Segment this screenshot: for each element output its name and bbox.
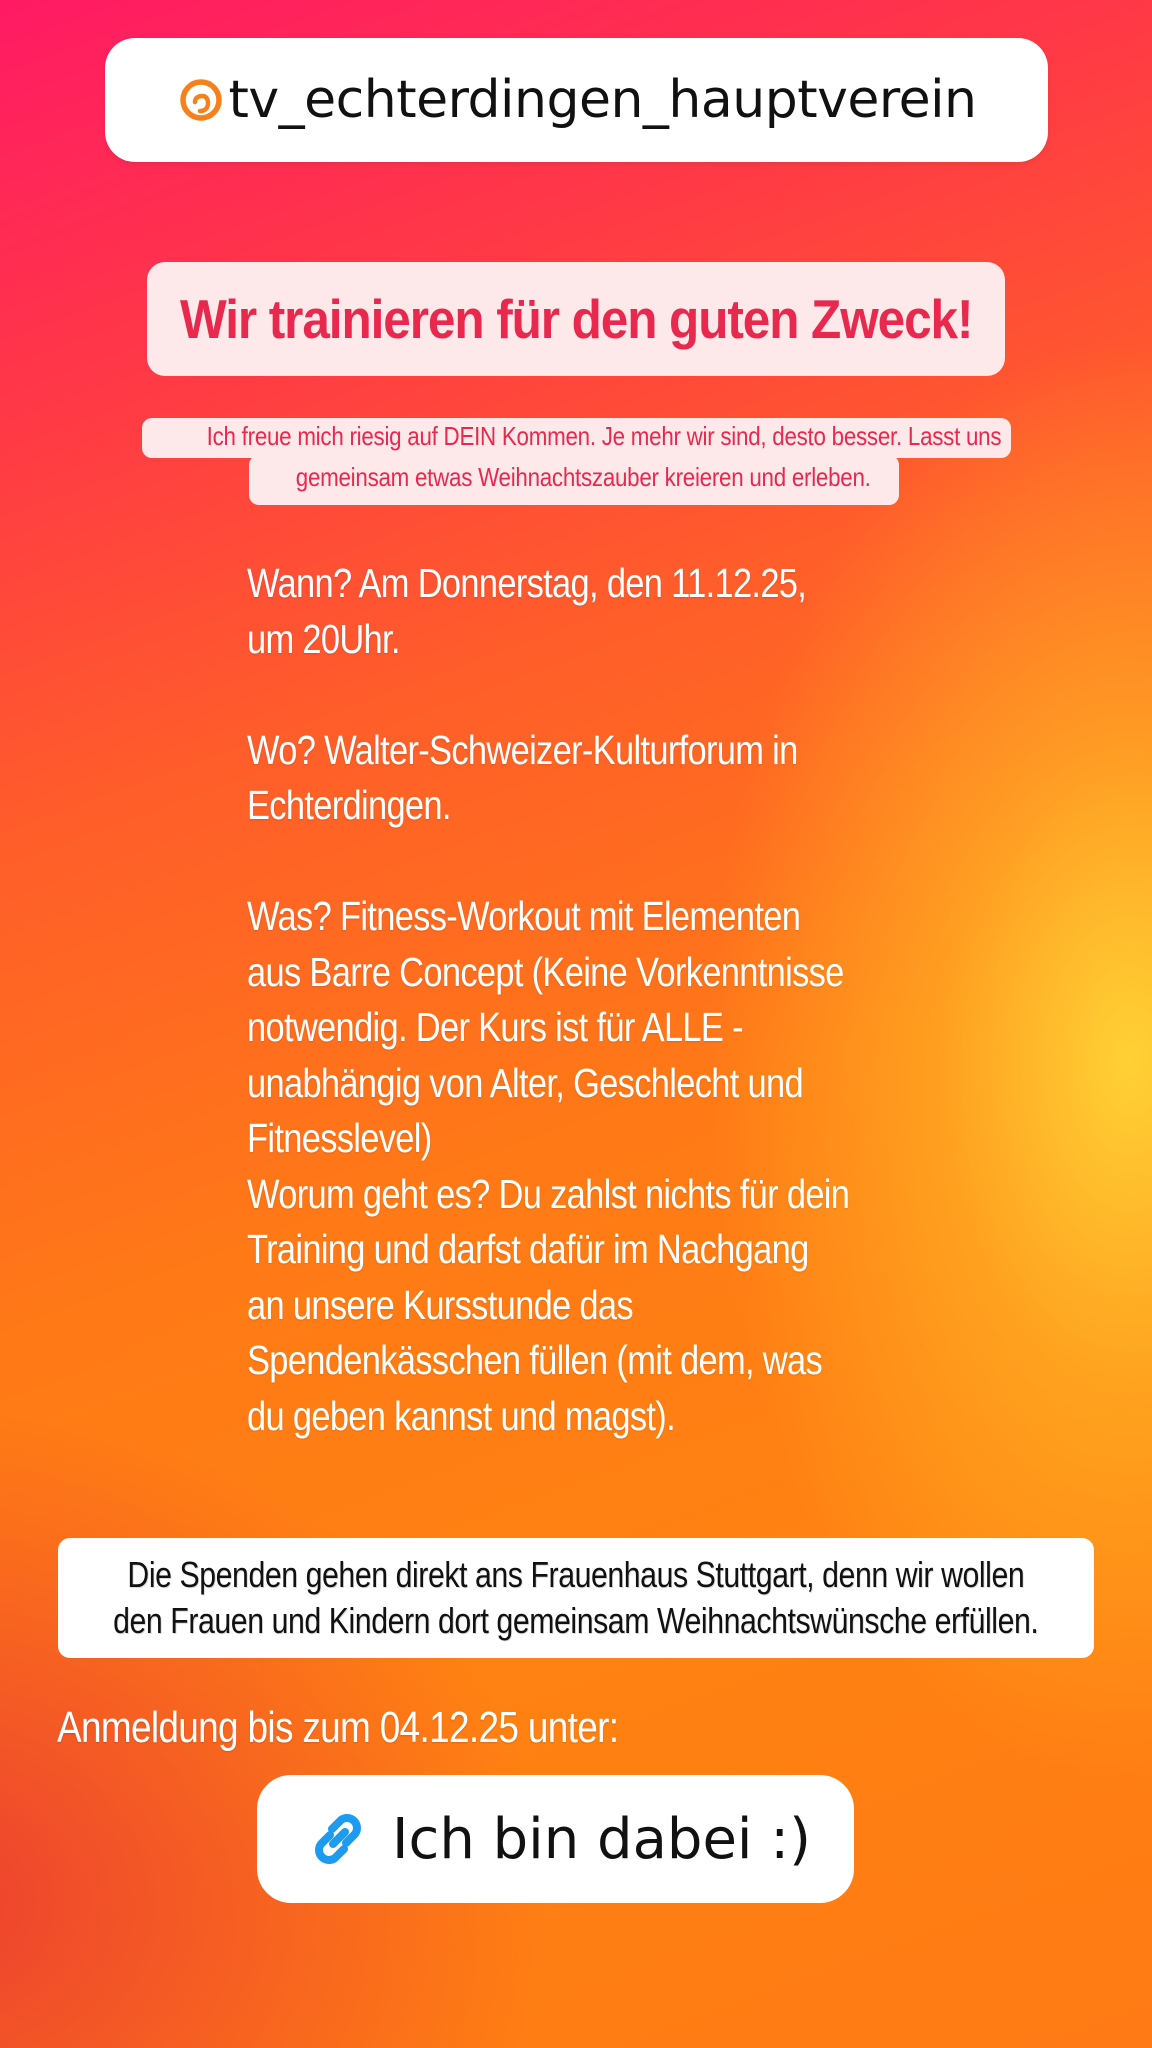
donation-text-1: Die Spenden gehen direkt ans Frauenhaus Stuttgart, denn wir wollen — [127, 1554, 1025, 1595]
headline: Wir trainieren für den guten Zweck! — [179, 288, 973, 350]
what-line: notwendig. Der Kurs ist für ALLE - — [247, 1004, 743, 1050]
link-icon — [300, 1801, 376, 1877]
where-line: Wo? Walter-Schweizer-Kulturforum in — [247, 726, 798, 773]
about-line: an unsere Kursstunde das — [247, 1281, 633, 1328]
about-line: Worum geht es? Du zahlst nichts für dein — [247, 1170, 850, 1217]
registration-label: Anmeldung bis zum 04.12.25 unter: — [57, 1703, 619, 1752]
about-line: Spendenkässchen füllen (mit dem, was — [247, 1337, 823, 1383]
link-sticker-button[interactable] — [257, 1775, 854, 1903]
donation-text-2: den Frauen und Kindern dort gemeinsam Weihnachtswünsche erfüllen. — [113, 1600, 1039, 1641]
threads-icon — [177, 76, 225, 124]
handle-text: tv_echterdingen_hauptverein — [228, 70, 977, 130]
intro-line — [142, 418, 1011, 458]
where-line: Echterdingen. — [247, 782, 451, 828]
about-line: du geben kannst und magst). — [247, 1392, 675, 1439]
headline-banner — [147, 262, 1005, 376]
about-line: Training und darfst dafür im Nachgang — [247, 1226, 809, 1272]
what-line: Was? Fitness-Workout mit Elementen — [247, 893, 801, 939]
link-sticker-label: Ich bin dabei :) — [392, 1806, 811, 1872]
intro-text-2: gemeinsam etwas Weihnachtszauber kreieren und erleben. — [295, 462, 871, 492]
what-line: aus Barre Concept (Keine Vorkenntnisse — [247, 948, 844, 995]
what-line: Fitnesslevel) — [247, 1115, 432, 1161]
when-line: um 20Uhr. — [247, 615, 400, 662]
what-line: unabhängig von Alter, Geschlecht und — [247, 1059, 803, 1106]
donation-info-box — [58, 1538, 1094, 1658]
when-line: Wann? Am Donnerstag, den 11.12.25, — [247, 560, 807, 606]
mention-sticker[interactable] — [105, 38, 1048, 162]
intro-line — [249, 455, 899, 505]
event-details — [247, 556, 967, 1444]
intro-text-1: Ich freue mich riesig auf DEIN Kommen. Je mehr wir sind, desto besser. Lasst uns — [206, 421, 1002, 451]
